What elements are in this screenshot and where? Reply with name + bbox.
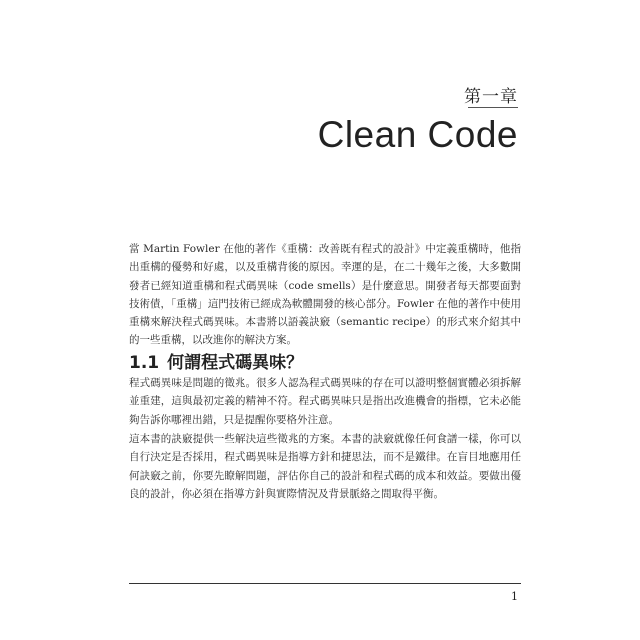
intro-paragraph: 當 Martin Fowler 在他的著作《重構：改善既有程式的設計》中定義重構時，他指出重構的優勢和好處，以及重構背後的原因。幸運的是，在二十幾年之後，大多數開發者已經知道重構和程式碼異味（code smells）是什麼意思。開發者每天都要面對技術債，「重構」這門技術已經成為軟體開發的核心部分。Fowler 在他的著作中使用重構來解決程式碼異味。本書將以語義訣竅（semantic recipe）的形式來介紹其中的一些重構，以改進你的解決方案。 bbox=[129, 243, 521, 347]
footer-rule bbox=[129, 583, 521, 584]
section-paragraph-1: 程式碼異味是問題的徵兆。很多人認為程式碼異味的存在可以證明整個實體必須拆解並重建，這與最初定義的精神不符。程式碼異味只是指出改進機會的指標，它未必能夠告訴你哪裡出錯，只是提醒你要格外注意。 bbox=[129, 377, 521, 426]
section-number: 1.1 bbox=[129, 353, 160, 373]
page-number: 1 bbox=[511, 590, 518, 603]
chapter-label: 第一章 bbox=[464, 87, 518, 107]
section-title: 何謂程式碼異味？ bbox=[167, 353, 304, 373]
section-heading bbox=[129, 348, 303, 373]
section-paragraph-2: 這本書的訣竅提供一些解決這些徵兆的方案。本書的訣竅就像任何食譜一樣，你可以自行決定是否採用，程式碼異味是指導方針和捷思法，而不是鐵律。在盲目地應用任何訣竅之前，你要先瞭解問題，評估你自己的設計和程式碼的成本和效益。要做出優良的設計，你必須在指導方針與實際情況及背景脈絡之間取得平衡。 bbox=[129, 433, 521, 500]
chapter-rule bbox=[468, 107, 518, 108]
chapter-title: Clean Code bbox=[317, 114, 518, 155]
